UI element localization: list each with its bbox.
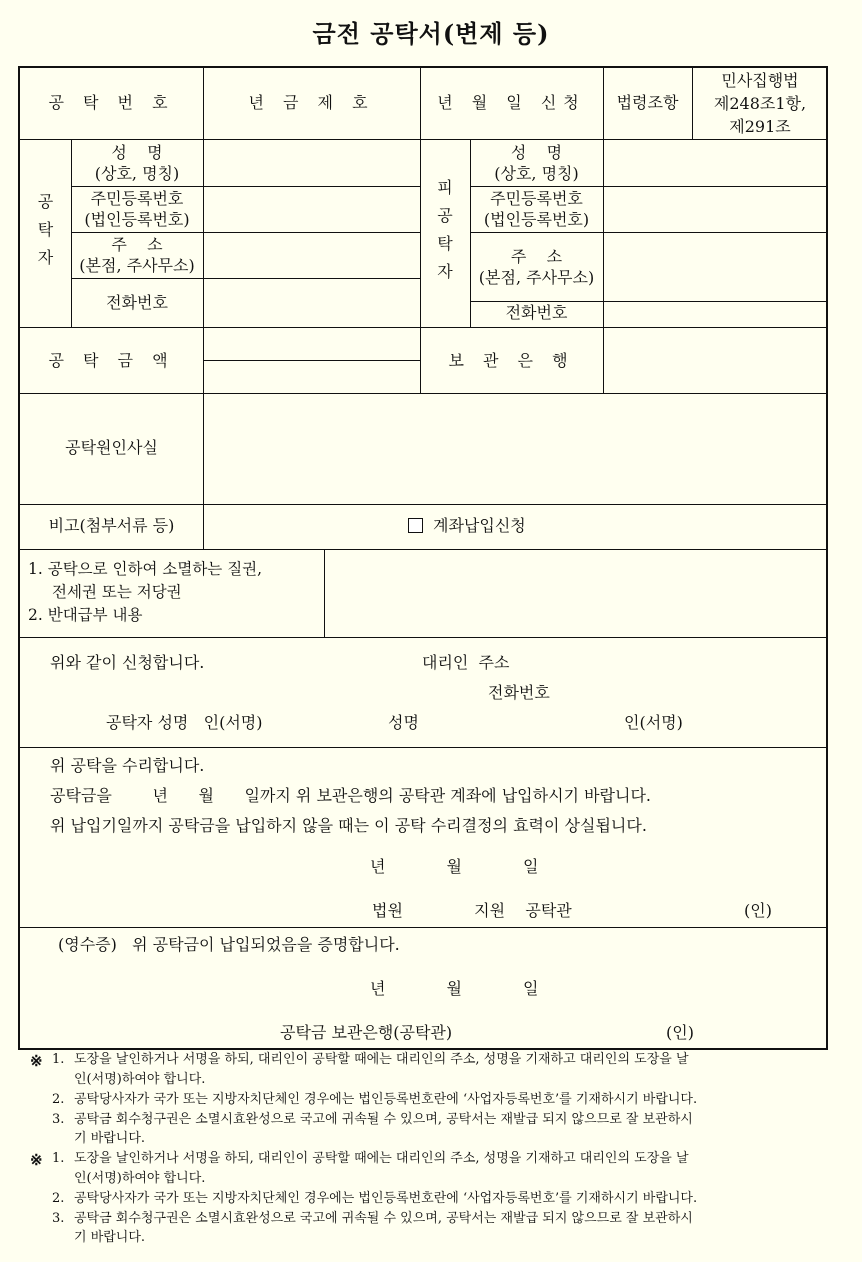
grid-line bbox=[470, 232, 826, 233]
acceptance-line-1: 위 공탁을 수리합니다. bbox=[50, 756, 205, 775]
amount-field-2[interactable] bbox=[204, 361, 420, 393]
note-number: 3. bbox=[52, 1112, 65, 1127]
grid-line bbox=[203, 68, 204, 549]
acceptance-line-3: 위 납입기일까지 공탁금을 납입하지 않을 때는 이 공탁 수리결정의 효력이 상실됩니다. bbox=[50, 816, 647, 835]
note-number: 3. bbox=[52, 1211, 65, 1226]
grid-line bbox=[470, 140, 471, 328]
grid-line bbox=[470, 301, 826, 302]
grid-line bbox=[470, 186, 826, 187]
depositor-addr-label-2: (본점, 주사무소) bbox=[79, 256, 195, 275]
depositee-name-label-1: 성 명 bbox=[510, 143, 563, 162]
depositee-group-char-2: 공 bbox=[437, 206, 453, 225]
grid-line bbox=[20, 747, 826, 748]
rights-line-3: 2. 반대급부 내용 bbox=[28, 606, 143, 624]
grid-line bbox=[603, 68, 604, 394]
depositee-name-label-2: (상호, 명칭) bbox=[494, 164, 579, 183]
acceptance-line-2: 공탁금을 년 월 일까지 위 보관은행의 공탁관 계좌에 납입하시기 바랍니다. bbox=[50, 786, 652, 805]
law-value-line-2: 제248조1항, bbox=[713, 94, 807, 113]
depositor-group-label bbox=[20, 188, 71, 272]
cause-label: 공탁원인사실 bbox=[65, 438, 158, 457]
grid-line bbox=[71, 186, 203, 187]
note-text: 인(서명)하여야 합니다. bbox=[74, 1072, 206, 1087]
note-text: 도장을 날인하거나 서명을 하되, 대리인이 공탁할 때에는 대리인의 주소, 성명을 기재하고 대리인의 도장을 날 bbox=[74, 1052, 689, 1067]
grid-line bbox=[71, 278, 420, 279]
account-payment-option[interactable] bbox=[408, 515, 526, 537]
note-text: 공탁당사자가 국가 또는 지방자치단체인 경우에는 법인등록번호란에 ‘사업자등록번호’를 기재하시기 바랍니다. bbox=[74, 1092, 698, 1107]
note-text: 공탁금 회수청구권은 소멸시효완성으로 국고에 귀속될 수 있으며, 공탁서는 재발급 되지 않으므로 잘 보관하시 bbox=[74, 1211, 693, 1226]
depositee-reg-label-1: 주민등록번호 bbox=[490, 189, 583, 208]
grid-line bbox=[20, 927, 826, 928]
rights-line-1: 1. 공탁으로 인하여 소멸하는 질권, bbox=[28, 560, 263, 578]
depositee-addr-label-1: 주 소 bbox=[510, 247, 563, 266]
amount-label: 공 탁 금 액 bbox=[48, 351, 175, 370]
depositor-phone-label: 전화번호 bbox=[106, 293, 168, 312]
agent-address-label: 대리인 주소 bbox=[422, 653, 510, 672]
deposit-no-label: 공 탁 번 호 bbox=[48, 93, 175, 112]
note-number: 2. bbox=[52, 1092, 65, 1107]
depositor-reg-field[interactable] bbox=[204, 187, 420, 232]
agent-phone-label: 전화번호 bbox=[488, 683, 550, 702]
note-number: 2. bbox=[52, 1191, 65, 1206]
grid-line bbox=[203, 186, 420, 187]
bank-label: 보 관 은 행 bbox=[448, 351, 575, 370]
grid-line bbox=[20, 637, 826, 638]
depositee-addr-label bbox=[470, 246, 603, 288]
amount-field-1[interactable] bbox=[204, 329, 420, 359]
grid-line bbox=[20, 549, 826, 550]
grid-line bbox=[324, 549, 325, 638]
grid-line bbox=[71, 140, 72, 328]
depositee-name-field[interactable] bbox=[604, 141, 828, 186]
depositor-signature[interactable]: 공탁자 성명 인(서명) bbox=[106, 713, 263, 732]
depositee-reg-label bbox=[470, 188, 603, 230]
depositor-phone-field[interactable] bbox=[204, 279, 420, 327]
depositor-addr-field[interactable] bbox=[204, 233, 420, 278]
deposit-no-field[interactable]: 년 금 제 호 bbox=[248, 93, 375, 112]
depositor-name-label bbox=[71, 142, 203, 184]
cause-field[interactable] bbox=[204, 395, 828, 504]
note-text: 기 바랍니다. bbox=[74, 1131, 146, 1146]
depositor-name-label-2: (상호, 명칭) bbox=[94, 164, 180, 183]
grid-line bbox=[71, 232, 420, 233]
application-date-field[interactable]: 년 월 일 신청 bbox=[437, 93, 586, 112]
note-text: 도장을 날인하거나 서명을 하되, 대리인이 공탁할 때에는 대리인의 주소, 성명을 기재하고 대리인의 도장을 날 bbox=[74, 1151, 689, 1166]
rights-label bbox=[28, 558, 262, 627]
receipt-date: 년 월 일 bbox=[370, 979, 539, 998]
agent-seal[interactable]: 인(서명) bbox=[624, 713, 683, 732]
law-value bbox=[692, 69, 828, 138]
grid-line bbox=[692, 68, 693, 140]
grid-line bbox=[420, 68, 421, 394]
depositee-group-char-1: 피 bbox=[437, 178, 453, 197]
depositor-group-char-3: 자 bbox=[37, 248, 54, 267]
note-text: 공탁당사자가 국가 또는 지방자치단체인 경우에는 법인등록번호란에 ‘사업자등록번호’를 기재하시기 바랍니다. bbox=[74, 1191, 698, 1206]
depositee-group-char-3: 탁 bbox=[437, 234, 453, 253]
depositee-group-char-4: 자 bbox=[437, 262, 453, 281]
depositee-addr-label-2: (본점, 주사무소) bbox=[478, 268, 595, 287]
depositor-reg-label bbox=[71, 188, 203, 230]
note-text: 기 바랍니다. bbox=[74, 1230, 146, 1245]
grid-line bbox=[20, 504, 826, 505]
depositee-addr-field[interactable] bbox=[604, 233, 828, 301]
depositor-group-char-1: 공 bbox=[37, 192, 54, 211]
note-mark: ※ bbox=[30, 1151, 43, 1169]
receipt-line-1: (영수증) 위 공탁금이 납입되었음을 증명합니다. bbox=[58, 935, 400, 954]
receipt-bank: 공탁금 보관은행(공탁관) bbox=[280, 1023, 453, 1042]
note-text: 인(서명)하여야 합니다. bbox=[74, 1171, 206, 1186]
note-mark: ※ bbox=[30, 1052, 43, 1070]
receipt-seal[interactable]: (인) bbox=[666, 1023, 694, 1042]
acceptance-court: 법원 지원 공탁관 bbox=[372, 901, 572, 920]
depositee-phone-label: 전화번호 bbox=[505, 303, 568, 322]
acceptance-date: 년 월 일 bbox=[370, 857, 539, 876]
note-number: 1. bbox=[52, 1052, 65, 1067]
depositor-reg-label-1: 주민등록번호 bbox=[90, 189, 184, 208]
grid-line bbox=[20, 327, 826, 328]
depositee-phone-field[interactable] bbox=[604, 302, 828, 327]
depositor-group-char-2: 탁 bbox=[37, 220, 54, 239]
depositor-addr-label bbox=[71, 234, 203, 276]
law-value-line-1: 민사집행법 bbox=[721, 71, 799, 90]
note-text: 공탁금 회수청구권은 소멸시효완성으로 국고에 귀속될 수 있으며, 공탁서는 재발급 되지 않으므로 잘 보관하시 bbox=[74, 1112, 693, 1127]
grid-line bbox=[20, 139, 826, 140]
depositor-reg-label-2: (법인등록번호) bbox=[84, 210, 190, 229]
grid-line bbox=[203, 360, 420, 361]
law-value-line-3: 제291조 bbox=[729, 117, 791, 136]
depositee-name-label bbox=[470, 142, 603, 184]
note-number: 1. bbox=[52, 1151, 65, 1166]
application-statement: 위와 같이 신청합니다. bbox=[50, 653, 205, 672]
depositee-reg-field[interactable] bbox=[604, 187, 828, 232]
rights-line-2: 전세권 또는 저당권 bbox=[52, 583, 182, 601]
acceptance-seal[interactable]: (인) bbox=[744, 901, 772, 920]
rights-field[interactable] bbox=[324, 550, 828, 637]
depositee-reg-label-2: (법인등록번호) bbox=[483, 210, 590, 229]
depositee-group-label bbox=[420, 174, 470, 286]
depositor-name-label-1: 성 명 bbox=[111, 143, 163, 162]
grid-line bbox=[20, 393, 826, 394]
depositor-addr-label-1: 주 소 bbox=[111, 235, 163, 254]
agent-name-label: 성명 bbox=[388, 713, 419, 732]
remarks-label: 비고(첨부서류 등) bbox=[48, 516, 175, 535]
account-payment-checkbox[interactable] bbox=[408, 518, 423, 533]
deposit-form bbox=[18, 66, 828, 1050]
depositor-name-field[interactable] bbox=[204, 141, 420, 186]
bank-field[interactable] bbox=[604, 329, 828, 393]
law-label: 법령조항 bbox=[616, 93, 679, 112]
account-payment-label: 계좌납입신청 bbox=[433, 516, 526, 535]
form-title: 금전 공탁서(변제 등) bbox=[312, 19, 550, 48]
